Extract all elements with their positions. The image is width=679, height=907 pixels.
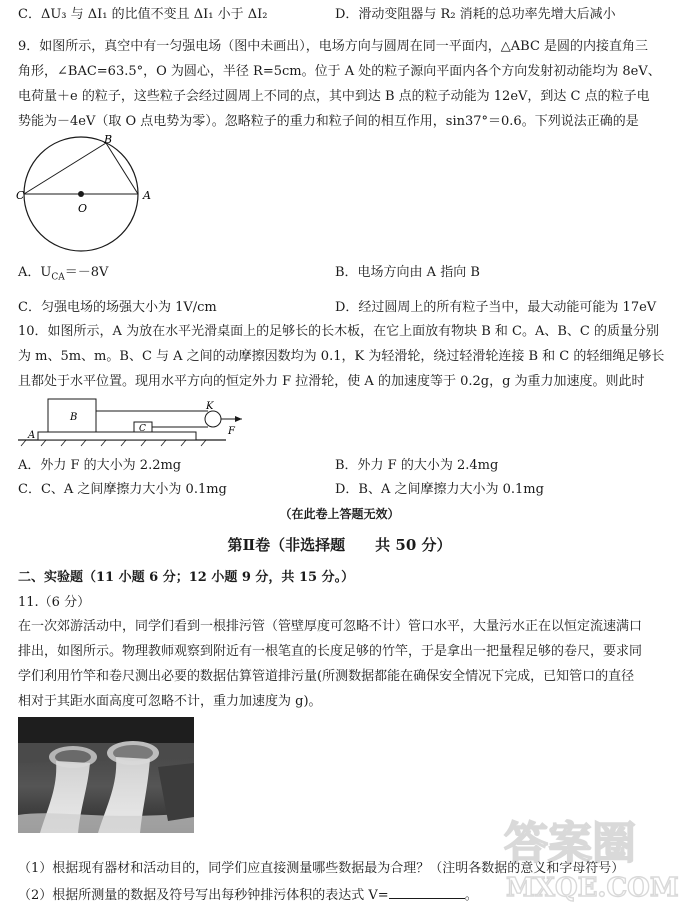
label-c: C bbox=[16, 189, 25, 202]
q9-option-b: B．电场方向由 A 指向 B bbox=[335, 265, 480, 280]
q9-text-line-3: 电荷量＋e 的粒子，这些粒子会经过圆周上不同的点，其中到达 B 点的粒子动能为 12eV，到达 C 点的粒子电 bbox=[18, 89, 650, 104]
q11-text-line-3: 学们利用竹竿和卷尺测出必要的数据估算管道排污量(所测数据都能在确保安全情况下完成，已知管口的直径 bbox=[18, 669, 635, 684]
q9-option-a: A．$U_{CA}=-8V$ bbox=[18, 265, 109, 283]
label-c: C bbox=[139, 424, 146, 434]
q11-text-line-4: 相对于其距水面高度可忽略不计，重力加速度为 g)。 bbox=[18, 694, 322, 709]
q10-pulley-diagram bbox=[16, 394, 246, 450]
label-a: A bbox=[28, 430, 36, 441]
center-dot bbox=[78, 191, 84, 197]
answer-notice: （在此卷上答题无效） bbox=[279, 507, 400, 521]
watermark-logo bbox=[498, 800, 679, 904]
answer-blank[interactable] bbox=[389, 886, 465, 899]
sewage-pipe-photo bbox=[18, 717, 194, 833]
label-a: A bbox=[143, 189, 151, 202]
svg-text:MXQE.COM: MXQE.COM bbox=[506, 873, 679, 903]
label-k: K bbox=[206, 401, 214, 412]
q10-option-a: A．外力 F 的大小为 2.2mg bbox=[18, 458, 182, 473]
svg-text:答案圈: 答案圈 bbox=[504, 818, 636, 869]
q11-subquestion-2: （2）根据所测量的数据及符号写出每秒钟排污体积的表达式 V= 。 bbox=[18, 888, 478, 903]
q11-text-line-2: 排出，如图所示。物理教师观察到附近有一根笔直的长度足够的竹竿，于是拿出一把量程足够的卷尺，要求同 bbox=[18, 644, 643, 659]
q10-option-c: C．C、A 之间摩擦力大小为 0.1mg bbox=[18, 482, 227, 497]
q10-text-line-1: 10．如图所示，A 为放在水平光滑桌面上的足够长的长木板，在它上面放有物块 B 和 C。A、B、C 的质量分别 bbox=[18, 324, 659, 339]
q9-text-line-2: 角形，∠BAC=63.5°，O 为圆心，半径 R=5cm。位于 A 处的粒子源向平面内各个方向发射初动能均为 8eV、 bbox=[18, 64, 661, 79]
arrow-head bbox=[235, 416, 242, 422]
q9-option-c: C．匀强电场的场强大小为 1V/cm bbox=[18, 300, 217, 315]
q10-text-line-2: 为 m、5m、m。B、C 与 A 之间的动摩擦因数均为 0.1，K 为轻滑轮，绕过轻滑轮连接 B 和 C 的轻细绳足够长 bbox=[18, 349, 665, 364]
q9-text-line-1: 9．如图所示，真空中有一匀强电场（图中未画出），电场方向与圆周在同一平面内，△ABC 是圆的内接直角三 bbox=[18, 39, 649, 54]
label-o: O bbox=[78, 202, 88, 215]
label-b: B bbox=[70, 412, 78, 423]
q9-circle-diagram bbox=[18, 132, 158, 260]
prev-option-d: D．滑动变阻器与 R₂ 消耗的总功率先增大后减小 bbox=[335, 7, 616, 22]
chord-cb bbox=[24, 143, 106, 194]
label-f: F bbox=[228, 426, 235, 437]
q10-option-d: D．B、A 之间摩擦力大小为 0.1mg bbox=[335, 482, 544, 497]
part-two-heading: 第Ⅱ卷（非选择题 共 50 分） bbox=[227, 536, 452, 554]
q10-option-b: B．外力 F 的大小为 2.4mg bbox=[335, 458, 499, 473]
chord-ba bbox=[106, 143, 138, 194]
table-hatch bbox=[21, 440, 206, 446]
section-two-heading: 二、实验题（11 小题 6 分；12 小题 9 分，共 15 分。） bbox=[18, 570, 355, 585]
q9-option-d: D．经过圆周上的所有粒子当中，最大动能可能为 17eV bbox=[335, 300, 657, 315]
pulley-k bbox=[205, 411, 221, 427]
q9-text-line-4: 势能为－4eV（取 O 点电势为零）。忽略粒子的重力和粒子间的相互作用，sin37°＝0.6。下列说法正确的是 bbox=[18, 114, 639, 129]
prev-option-c: C．ΔU₃ 与 ΔI₁ 的比值不变且 ΔI₁ 小于 ΔI₂ bbox=[18, 7, 268, 22]
label-b: B bbox=[104, 133, 113, 146]
q10-text-line-3: 且都处于水平位置。现用水平方向的恒定外力 F 拉滑轮，使 A 的加速度等于 0.2g，g 为重力加速度。则此时 bbox=[18, 374, 645, 389]
board-a bbox=[38, 432, 196, 440]
q11-head: 11.（6 分） bbox=[18, 595, 91, 610]
q11-text-line-1: 在一次郊游活动中，同学们看到一根排污管（管壁厚度可忽略不计）管口水平，大量污水正在以恒定流速满口 bbox=[18, 619, 643, 634]
q11-subquestion-1: （1）根据现有器材和活动目的，同学们应直接测量哪些数据最为合理？（注明各数据的意义和字母符号） bbox=[18, 861, 625, 876]
